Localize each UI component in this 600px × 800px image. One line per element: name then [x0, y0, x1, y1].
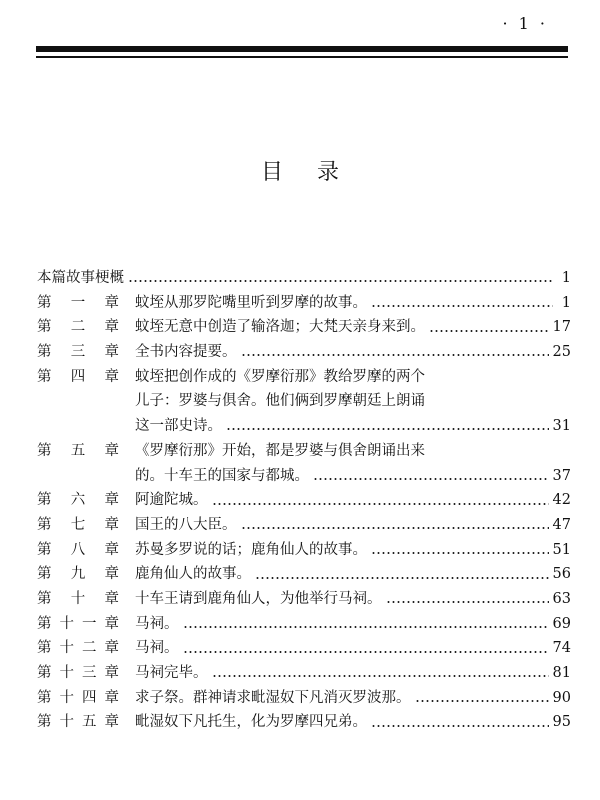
toc-chapter-label: 第六章 — [37, 492, 119, 509]
toc-page-number: 63 — [552, 590, 571, 607]
toc-chapter-title: 全书内容提要。 — [135, 344, 237, 361]
toc-entry-line — [37, 340, 571, 365]
toc-dot-leader — [226, 428, 549, 430]
toc-chapter-title: 苏曼多罗说的话；鹿角仙人的故事。 — [135, 541, 367, 558]
toc-page-number: 1 — [561, 294, 571, 311]
toc-entry-line — [37, 513, 571, 538]
toc-entry — [37, 266, 571, 291]
toc-dot-leader — [241, 527, 549, 529]
toc-dot-leader — [371, 305, 553, 307]
toc-chapter-title: 马祠完毕。 — [135, 665, 208, 681]
toc-entry — [37, 315, 571, 340]
toc-entry — [37, 587, 571, 612]
toc-entry-line — [37, 291, 571, 316]
toc-dot-leader — [371, 725, 549, 727]
toc-entry — [37, 562, 571, 587]
toc-entry — [37, 636, 571, 661]
toc-chapter-label: 第二章 — [37, 319, 119, 336]
toc-entry-line — [37, 562, 571, 587]
toc-dot-leader — [241, 354, 549, 356]
toc-entry-line — [37, 661, 571, 686]
toc-page-number: 90 — [552, 689, 571, 706]
toc-chapter-label: 第十五章 — [37, 714, 119, 731]
toc-entry-line — [37, 488, 571, 513]
toc-entry — [37, 291, 571, 316]
toc-dot-leader — [183, 651, 549, 653]
toc-entry — [37, 488, 571, 513]
toc-dot-leader — [212, 675, 549, 677]
toc-page-number: 47 — [552, 516, 571, 533]
toc-entry-line — [37, 266, 571, 291]
toc-entry-line — [37, 538, 571, 563]
toc-dot-leader — [183, 626, 549, 628]
toc-entry-line — [37, 636, 571, 661]
toc-chapter-label: 第十一章 — [37, 615, 119, 632]
toc-entry — [37, 439, 571, 488]
toc-list — [37, 266, 571, 735]
toc-page-number: 74 — [552, 640, 571, 657]
toc-dot-leader — [313, 478, 549, 480]
toc-entry — [37, 340, 571, 365]
toc-chapter-title: 马祠。 — [135, 640, 179, 657]
toc-entry-line — [37, 587, 571, 612]
toc-chapter-label: 第五章 — [37, 442, 119, 459]
toc-chapter-title: 求子祭。群神请求毗湿奴下凡消灭罗波那。 — [135, 689, 411, 706]
toc-chapter-title: 儿子：罗婆与俱舍。他们俩到罗摩朝廷上朗诵 — [135, 393, 425, 410]
toc-page-number: 25 — [552, 344, 571, 361]
toc-dot-leader — [415, 700, 549, 702]
toc-chapter-label: 第七章 — [37, 516, 119, 533]
toc-page-number: 95 — [552, 714, 571, 731]
toc-chapter-title: 的。十车王的国家与都城。 — [135, 467, 309, 484]
toc-dot-leader — [429, 330, 549, 332]
toc-page-number: 1 — [561, 270, 571, 286]
toc-chapter-title: 十车王请到鹿角仙人，为他举行马祠。 — [135, 590, 382, 607]
toc-chapter-title: 毗湿奴下凡托生，化为罗摩四兄弟。 — [135, 714, 367, 731]
toc-dot-leader — [212, 503, 549, 505]
toc-page-number: 51 — [552, 541, 571, 558]
toc-entry — [37, 710, 571, 735]
toc-chapter-title: 这一部史诗。 — [135, 418, 222, 435]
toc-entry-line — [37, 414, 571, 439]
toc-entry — [37, 612, 571, 637]
toc-chapter-label: 第十三章 — [37, 665, 119, 681]
toc-chapter-label: 第十四章 — [37, 689, 119, 706]
toc-chapter-title: 蚊垤无意中创造了输洛迦；大梵天亲身来到。 — [135, 319, 425, 336]
toc-chapter-label: 第四章 — [37, 368, 119, 385]
toc-entry-line — [37, 315, 571, 340]
toc-chapter-title: 国王的八大臣。 — [135, 516, 237, 533]
toc-page-number: 56 — [552, 566, 571, 583]
toc-entry — [37, 661, 571, 686]
toc-chapter-label: 第八章 — [37, 541, 119, 558]
toc-entry-line — [37, 686, 571, 711]
toc-page-number: 37 — [552, 467, 571, 484]
toc-chapter-title: 《罗摩衍那》开始，都是罗婆与俱舍朗诵出来 — [135, 442, 425, 459]
toc-entry — [37, 686, 571, 711]
toc-entry-line — [37, 612, 571, 637]
toc-dot-leader — [371, 552, 549, 554]
toc-entry-line — [37, 365, 571, 390]
toc-entry-line — [37, 439, 571, 464]
toc-entry — [37, 365, 571, 439]
toc-chapter-title: 蚊垤从那罗陀嘴里听到罗摩的故事。 — [135, 294, 367, 311]
toc-dot-leader — [128, 280, 553, 282]
toc-chapter-title: 阿逾陀城。 — [135, 492, 208, 509]
toc-page-number: 31 — [552, 418, 571, 435]
toc-chapter-label: 第九章 — [37, 566, 119, 583]
toc-page-number: 42 — [552, 492, 571, 509]
toc-chapter-label: 第三章 — [37, 344, 119, 361]
toc-chapter-title: 本篇故事梗概 — [37, 270, 124, 286]
toc-entry-line — [37, 464, 571, 489]
toc-chapter-title: 鹿角仙人的故事。 — [135, 566, 251, 583]
header-rule-thin — [36, 56, 568, 58]
toc-entry-line — [37, 389, 571, 414]
toc-entry — [37, 513, 571, 538]
toc-dot-leader — [255, 577, 549, 579]
toc-page-number: 17 — [552, 319, 571, 336]
toc-chapter-title: 蚊垤把创作成的《罗摩衍那》教给罗摩的两个 — [135, 368, 425, 385]
toc-entry — [37, 538, 571, 563]
toc-dot-leader — [386, 601, 549, 603]
toc-chapter-label: 第十二章 — [37, 640, 119, 657]
toc-chapter-label: 第十章 — [37, 590, 119, 607]
toc-chapter-title: 马祠。 — [135, 615, 179, 632]
header-rule-thick — [36, 46, 568, 52]
toc-entry-line — [37, 710, 571, 735]
toc-title: 目录 — [260, 160, 373, 185]
toc-page-number: 81 — [552, 665, 571, 681]
toc-page-number: 69 — [552, 615, 571, 632]
toc-chapter-label: 第一章 — [37, 294, 119, 311]
page-number: · 1 · — [502, 14, 548, 33]
